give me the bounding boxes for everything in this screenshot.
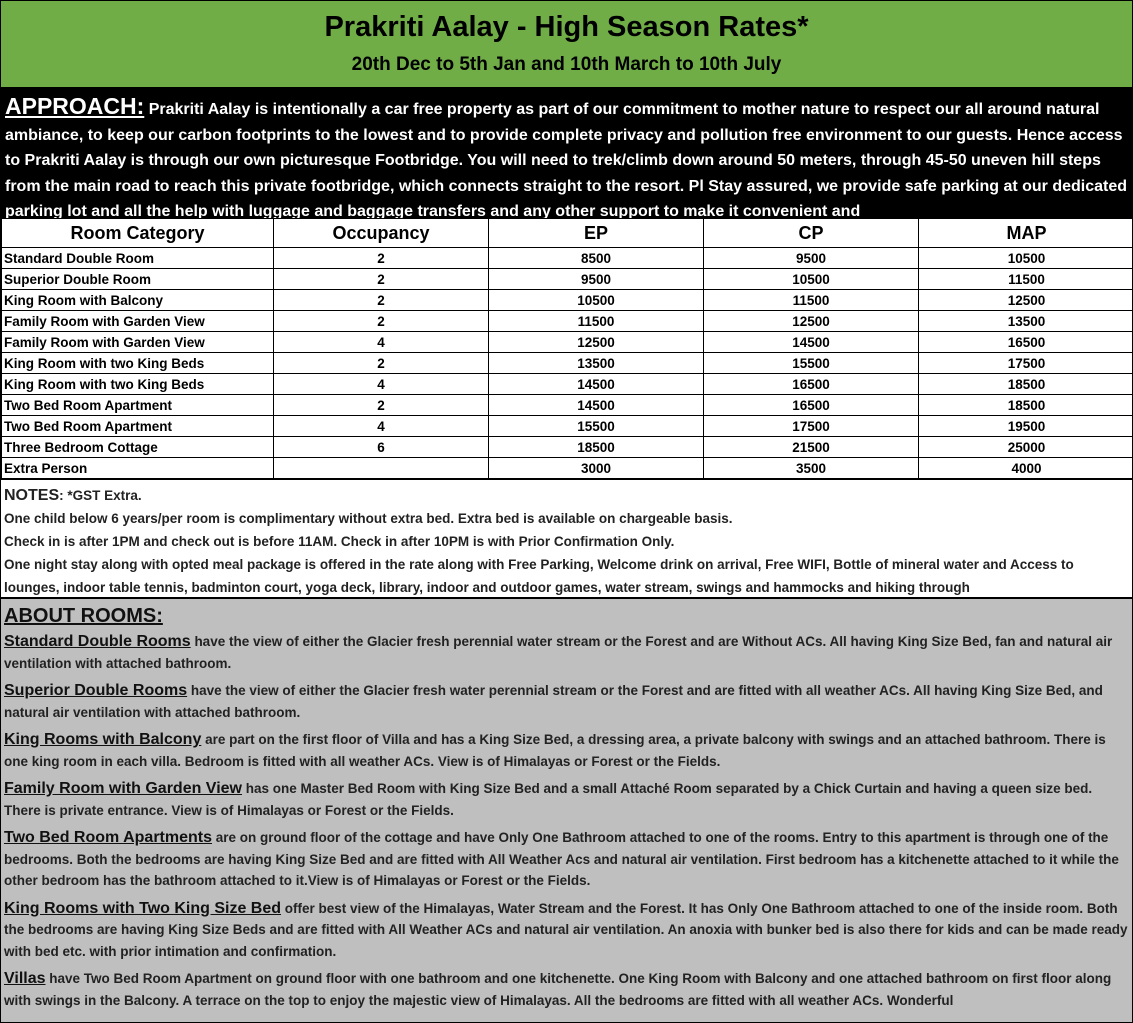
cell-map: 25000	[919, 437, 1133, 458]
room-text: have Two Bed Room Apartment on ground floor with one bathroom and one kitchenette. One King Room with Balcony and one attached bathroom on first floor along with swings in the Balcony. A terrace on the top to enjoy the majestic view of Himalayas. All the bedrooms are fitted with all weather ACs. Wonderful	[4, 971, 1112, 1008]
table-row	[2, 269, 1133, 290]
room-description	[4, 680, 1129, 723]
room-name: Standard Double Rooms	[4, 633, 191, 650]
room-text: are part on the first floor of Villa and has a King Size Bed, a dressing area, a private balcony with swings and an attached bathroom. There is one king room in each villa. Bedroom is fitted with all weather ACs. View is of Himalayas or Forest or the Fields.	[4, 732, 1106, 769]
table-row	[2, 332, 1133, 353]
cell-cp: 14500	[704, 332, 919, 353]
cell-occupancy: 2	[274, 248, 489, 269]
approach-section	[1, 88, 1132, 218]
page-title: Prakriti Aalay - High Season Rates*	[324, 11, 809, 43]
header-map: MAP	[919, 219, 1133, 248]
cell-ep: 18500	[489, 437, 704, 458]
cell-occupancy: 2	[274, 269, 489, 290]
cell-occupancy: 2	[274, 395, 489, 416]
room-description	[4, 778, 1129, 821]
header-banner	[1, 1, 1132, 88]
cell-occupancy: 4	[274, 374, 489, 395]
cell-room-category: King Room with Balcony	[2, 290, 274, 311]
header-room-category: Room Category	[2, 219, 274, 248]
season-dates: 20th Dec to 5th Jan and 10th March to 10th July	[351, 54, 782, 75]
notes-gst: : *GST Extra.	[59, 488, 142, 503]
room-description	[4, 968, 1129, 1011]
room-text: have the view of either the Glacier fresh perennial water stream or the Forest and are Without ACs. All having King Size Bed, fan and natural air ventilation with attached bathroom.	[4, 634, 1113, 671]
rates-table	[1, 218, 1133, 479]
table-row	[2, 248, 1133, 269]
approach-label: APPROACH:	[5, 93, 145, 119]
cell-occupancy: 6	[274, 437, 489, 458]
room-description	[4, 898, 1129, 963]
header-ep: EP	[489, 219, 704, 248]
notes-section	[1, 479, 1132, 597]
cell-cp: 16500	[704, 374, 919, 395]
approach-text: Prakriti Aalay is intentionally a car free property as part of our commitment to mother nature to respect our all around natural ambiance, to keep our carbon footprints to the lowest and to provide complete privacy and pollution free environment to our guests. Hence access to Prakriti Aalay is through our own picturesque Footbridge. You will need to trek/climb down around 50 meters, through 45-50 uneven hill steps from the main road to reach this private footbridge, which connects straight to the resort. Pl Stay assured, we provide safe parking at our dedicated parking lot and all the help with luggage and baggage transfers and any other support to make it convenient and	[5, 101, 1128, 218]
cell-ep: 10500	[489, 290, 704, 311]
cell-cp: 10500	[704, 269, 919, 290]
table-header-row	[2, 219, 1133, 248]
room-text: are on ground floor of the cottage and have Only One Bathroom attached to one of the rooms. Entry to this apartment is through one of the bedrooms. Both the bedrooms are having King Size Bed and are fitted with All Weather Acs and natural air ventilation. First bedroom has a kitchenette attached to it while the other bedroom has the bathroom attached to it.View is of Himalayas or Forest or the Fields.	[4, 830, 1119, 888]
cell-cp: 17500	[704, 416, 919, 437]
header-occupancy: Occupancy	[274, 219, 489, 248]
table-row	[2, 311, 1133, 332]
cell-room-category: Family Room with Garden View	[2, 332, 274, 353]
cell-occupancy: 4	[274, 332, 489, 353]
cell-map: 13500	[919, 311, 1133, 332]
table-row	[2, 395, 1133, 416]
notes-label: NOTES	[4, 487, 60, 504]
cell-room-category: King Room with two King Beds	[2, 353, 274, 374]
room-text: has one Master Bed Room with King Size Bed and a small Attaché Room separated by a Chick Curtain and having a queen size bed. There is private entrance. View is of Himalayas or Forest or the Fields.	[4, 781, 1093, 818]
notes-line: Check in is after 1PM and check out is before 11AM. Check in after 10PM is with Prior Confirmation Only.	[4, 534, 675, 549]
cell-ep: 12500	[489, 332, 704, 353]
cell-ep: 3000	[489, 458, 704, 479]
room-name: King Rooms with Two King Size Bed	[4, 899, 282, 917]
cell-room-category: Superior Double Room	[2, 269, 274, 290]
room-name: Two Bed Room Apartments	[4, 829, 213, 846]
cell-occupancy: 4	[274, 416, 489, 437]
cell-cp: 11500	[704, 290, 919, 311]
cell-map: 11500	[919, 269, 1133, 290]
cell-map: 10500	[919, 248, 1133, 269]
cell-room-category: Standard Double Room	[2, 248, 274, 269]
cell-cp: 16500	[704, 395, 919, 416]
notes-heading-line	[4, 484, 1129, 507]
notes-line: One night stay along with opted meal package is offered in the rate along with Free Parking, Welcome drink on arrival, Free WIFI, Bottle of mineral water and Access to lounges, indoor table tennis, badminton court, yoga deck, library, indoor and outdoor games, water stream, swings and hammocks and hiking through	[4, 557, 1074, 595]
cell-ep: 9500	[489, 269, 704, 290]
cell-occupancy: 2	[274, 290, 489, 311]
cell-ep: 11500	[489, 311, 704, 332]
cell-map: 4000	[919, 458, 1133, 479]
cell-cp: 15500	[704, 353, 919, 374]
cell-room-category: King Room with two King Beds	[2, 374, 274, 395]
cell-cp: 21500	[704, 437, 919, 458]
cell-cp: 12500	[704, 311, 919, 332]
room-description	[4, 729, 1129, 772]
header-cp: CP	[704, 219, 919, 248]
cell-room-category: Two Bed Room Apartment	[2, 395, 274, 416]
cell-room-category: Family Room with Garden View	[2, 311, 274, 332]
table-row	[2, 353, 1133, 374]
about-rooms-section	[1, 597, 1132, 1023]
notes-line: One child below 6 years/per room is complimentary without extra bed. Extra bed is available on chargeable basis.	[4, 511, 733, 526]
cell-occupancy	[274, 458, 489, 479]
table-row	[2, 458, 1133, 479]
table-row	[2, 290, 1133, 311]
cell-ep: 14500	[489, 374, 704, 395]
cell-cp: 9500	[704, 248, 919, 269]
cell-room-category: Extra Person	[2, 458, 274, 479]
room-text: offer best view of the Himalayas, Water Stream and the Forest. It has Only One Bathroom attached to one of the inside room. Both the bedrooms are having King Size Beds and are fitted with All Weather ACs and natural air ventilation. An anoxia with bunker bed is also there for kids and can be made ready with bed etc. with prior intimation and confirmation.	[4, 900, 1128, 959]
cell-map: 17500	[919, 353, 1133, 374]
cell-ep: 13500	[489, 353, 704, 374]
cell-map: 18500	[919, 395, 1133, 416]
cell-map: 12500	[919, 290, 1133, 311]
table-row	[2, 416, 1133, 437]
table-row	[2, 437, 1133, 458]
about-rooms-title: ABOUT ROOMS:	[4, 605, 163, 627]
cell-ep: 15500	[489, 416, 704, 437]
cell-ep: 8500	[489, 248, 704, 269]
cell-cp: 3500	[704, 458, 919, 479]
cell-room-category: Three Bedroom Cottage	[2, 437, 274, 458]
cell-map: 18500	[919, 374, 1133, 395]
room-name: King Rooms with Balcony	[4, 731, 202, 748]
table-row	[2, 374, 1133, 395]
cell-ep: 14500	[489, 395, 704, 416]
room-name: Villas	[4, 970, 46, 987]
room-name: Family Room with Garden View	[4, 780, 242, 797]
room-description	[4, 827, 1129, 892]
cell-map: 16500	[919, 332, 1133, 353]
room-text: have the view of either the Glacier fresh water perennial stream or the Forest and are fitted with all weather ACs. All having King Size Bed, and natural air ventilation with attached bathroom.	[4, 683, 1103, 720]
cell-occupancy: 2	[274, 311, 489, 332]
room-name: Superior Double Rooms	[4, 682, 188, 699]
room-description	[4, 631, 1129, 674]
cell-room-category: Two Bed Room Apartment	[2, 416, 274, 437]
cell-occupancy: 2	[274, 353, 489, 374]
cell-map: 19500	[919, 416, 1133, 437]
